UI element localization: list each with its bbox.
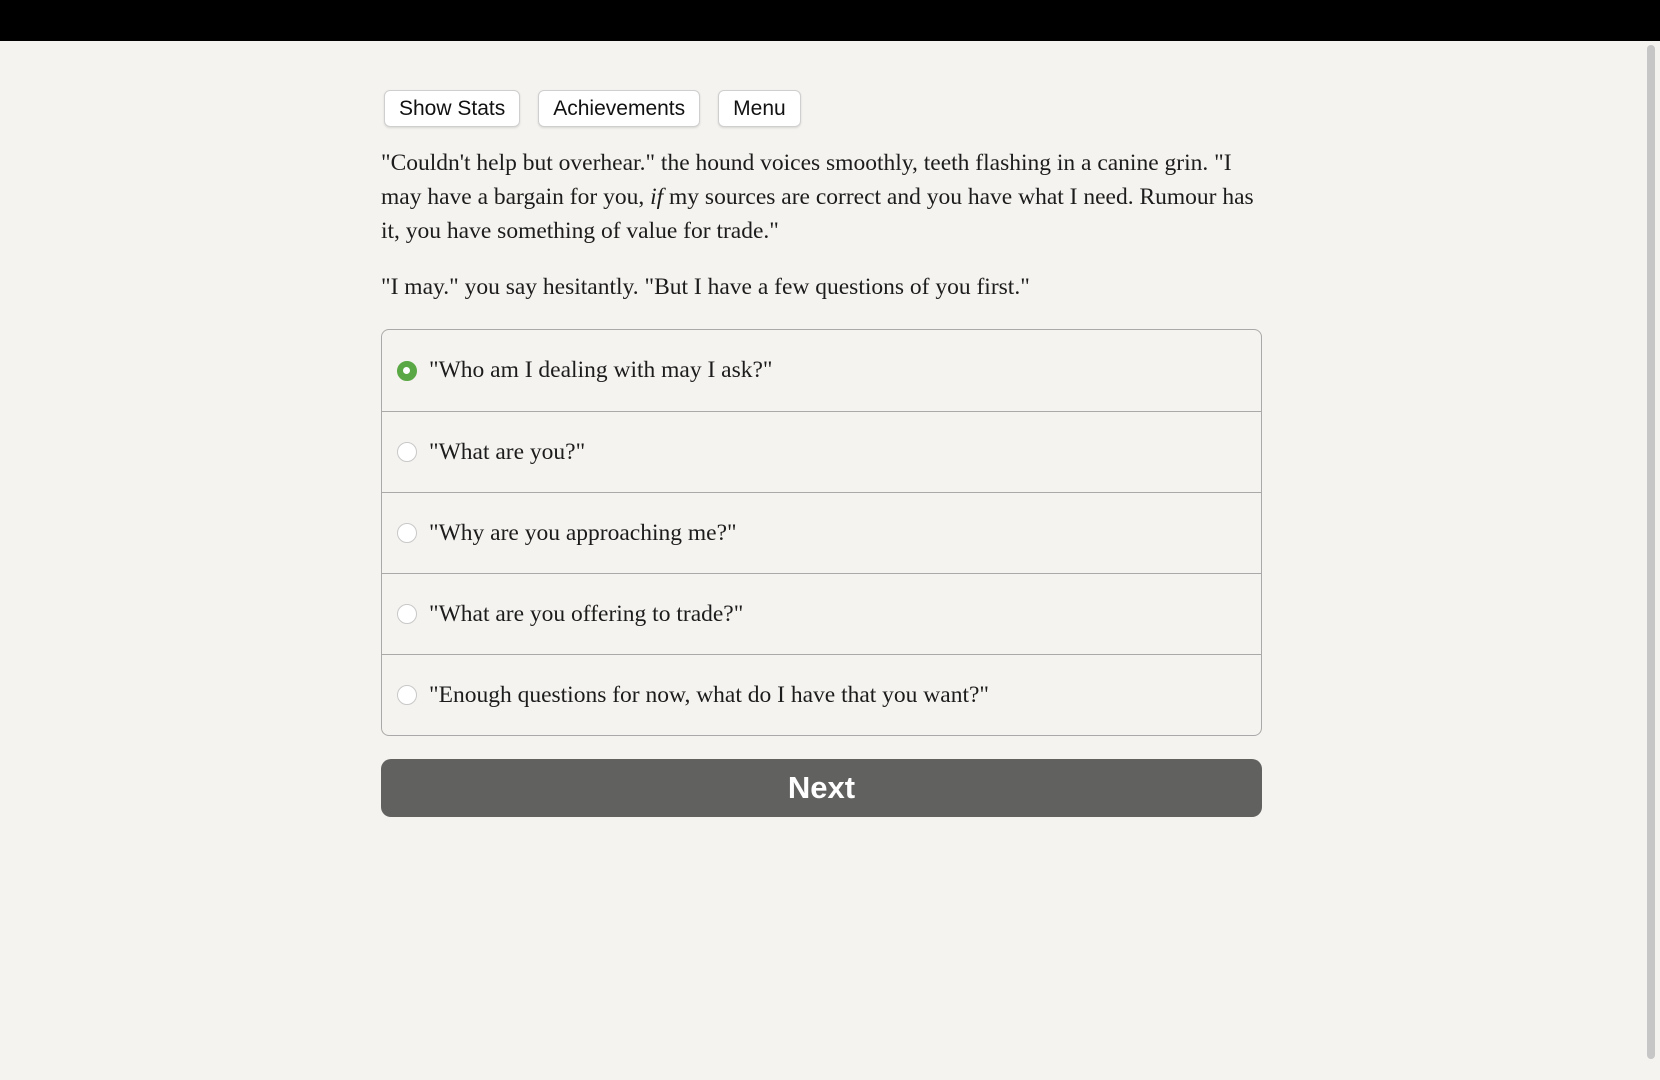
- game-content: [381, 90, 1262, 817]
- choice-label: "What are you offering to trade?": [429, 600, 744, 627]
- story-paragraph-2: "I may." you say hesitantly. "But I have a few questions of you first.": [381, 274, 1030, 300]
- scrollbar-thumb[interactable]: [1647, 45, 1655, 1059]
- choice-option[interactable]: [382, 573, 1261, 654]
- choice-option[interactable]: [382, 492, 1261, 573]
- choice-option[interactable]: [382, 330, 1261, 411]
- radio-button[interactable]: [397, 685, 417, 705]
- choice-label: "Why are you approaching me?": [429, 519, 737, 546]
- choice-option[interactable]: [382, 411, 1261, 492]
- achievements-button[interactable]: Achievements: [538, 90, 700, 127]
- choice-list: [381, 329, 1262, 736]
- choice-label: "Who am I dealing with may I ask?": [429, 357, 773, 383]
- story-emphasis: if: [650, 184, 664, 210]
- show-stats-button[interactable]: Show Stats: [384, 90, 520, 127]
- radio-button[interactable]: [397, 442, 417, 462]
- next-button[interactable]: Next: [381, 759, 1262, 817]
- radio-button[interactable]: [397, 523, 417, 543]
- story-text: "Couldn't help but overhear." the hound voices smoothly, teeth flashing in a canine grin. "I may have a bargain for you,: [381, 150, 1232, 210]
- choice-label: "Enough questions for now, what do I have that you want?": [429, 681, 990, 708]
- story-paragraph-1: [381, 146, 1262, 248]
- menu-button[interactable]: Menu: [718, 90, 801, 127]
- scrollbar[interactable]: [1642, 41, 1660, 1080]
- choice-label: "What are you?": [429, 438, 586, 465]
- window-top-bar: [0, 0, 1660, 41]
- radio-button[interactable]: [397, 361, 417, 381]
- toolbar: [384, 90, 1262, 127]
- radio-button[interactable]: [397, 604, 417, 624]
- choice-option[interactable]: [382, 654, 1261, 735]
- story-text: my sources are correct and you have what I need. Rumour has it, you have something of value for trade.": [381, 184, 1254, 244]
